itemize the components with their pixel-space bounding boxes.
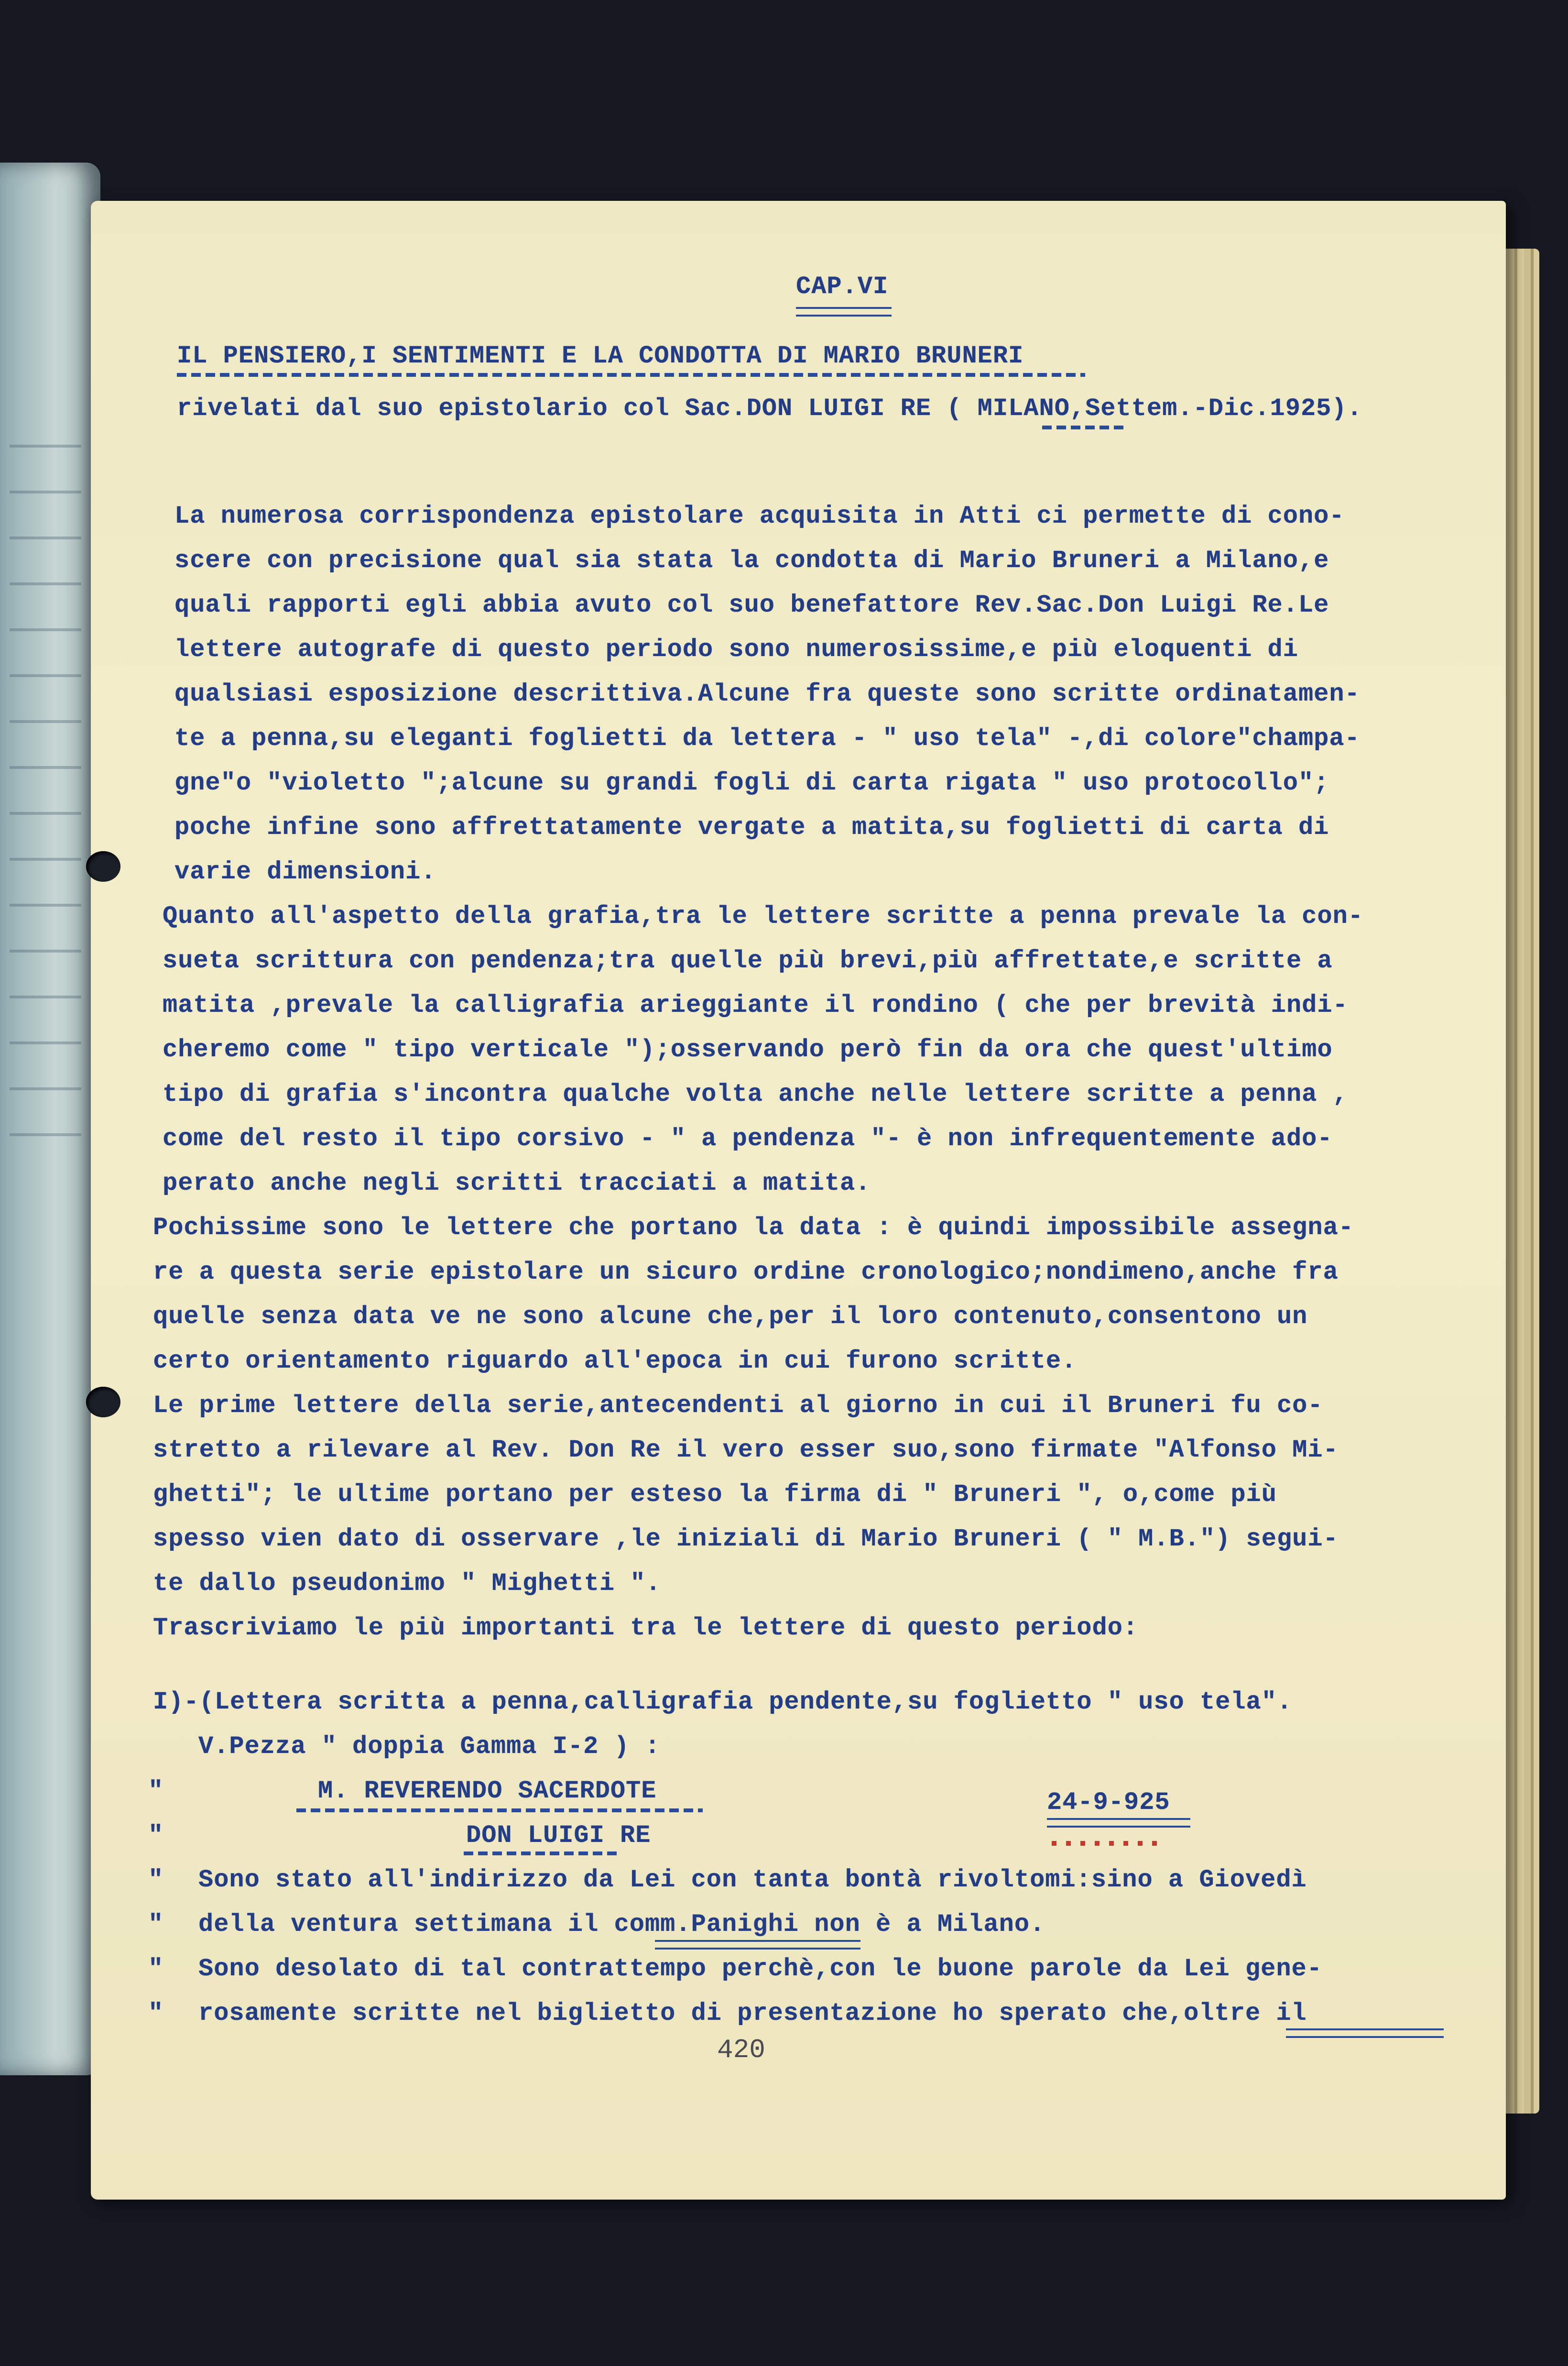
salutation-underline: [296, 1808, 703, 1812]
subtitle: rivelati dal suo epistolario col Sac.DON LUIGI RE ( MILANO,Settem.-Dic.1925).: [177, 394, 1362, 423]
body-line: cheremo come " tipo verticale ");osservando però fin da ora che quest'ultimo: [163, 1036, 1333, 1064]
body-line: Trascriviamo le più importanti tra le lettere di questo periodo:: [153, 1614, 1139, 1642]
body-line: Quanto all'aspetto della grafia,tra le lettere scritte a penna prevale la con-: [163, 902, 1363, 931]
body-line: varie dimensioni.: [174, 858, 436, 886]
body-line: stretto a rilevare al Rev. Don Re il vero esser suo,sono firmate "Alfonso Mi-: [153, 1436, 1339, 1464]
salutation-underline: [464, 1851, 621, 1855]
letter-line: rosamente scritte nel biglietto di presentazione ho sperato che,oltre il: [198, 1999, 1307, 2027]
quote-mark: ": [148, 1910, 164, 1939]
body-line: come del resto il tipo corsivo - " a pendenza "- è non infrequentemente ado-: [163, 1125, 1333, 1153]
body-line: sueta scrittura con pendenza;tra quelle più brevi,più affrettate,e scritte a: [163, 947, 1333, 975]
letter-line: Sono desolato di tal contrattempo perchè,con le buone parole da Lei gene-: [198, 1955, 1322, 1983]
quote-mark: ": [148, 1821, 164, 1850]
body-line: lettere autografe di questo periodo sono numerosissime,e più eloquenti di: [174, 635, 1298, 664]
left-page-edge: [0, 163, 100, 2075]
body-line: Pochissime sono le lettere che portano la data : è quindi impossibile assegna-: [153, 1214, 1354, 1242]
name-underline: [655, 1940, 860, 1950]
body-line: re a questa serie epistolare un sicuro ordine cronologico;nondimeno,anche fra: [153, 1258, 1339, 1286]
body-line: te dallo pseudonimo " Mighetti ".: [153, 1569, 661, 1598]
subtitle-underline: [1042, 426, 1128, 429]
body-line: tipo di grafia s'incontra qualche volta anche nelle lettere scritte a penna ,: [163, 1080, 1348, 1108]
body-line: quali rapporti egli abbia avuto col suo benefattore Rev.Sac.Don Luigi Re.Le: [174, 591, 1329, 619]
body-line: V.Pezza " doppia Gamma I-2 ) :: [198, 1732, 661, 1761]
letter-line: della ventura settimana il comm.Panighi non è a Milano.: [198, 1910, 1045, 1939]
red-pencil-marks: [1052, 1841, 1166, 1846]
quote-mark: ": [148, 1955, 164, 1983]
body-line: qualsiasi esposizione descrittiva.Alcune fra queste sono scritte ordinatamen-: [174, 680, 1360, 708]
quote-mark: ": [148, 1866, 164, 1894]
salutation-line: DON LUIGI RE: [466, 1821, 651, 1850]
body-line: ghetti"; le ultime portano per esteso la firma di " Bruneri ", o,come più: [153, 1480, 1277, 1509]
body-line: Le prime lettere della serie,antecendenti al giorno in cui il Bruneri fu co-: [153, 1391, 1323, 1420]
quote-mark: ": [148, 1999, 164, 2027]
body-line: I)-(Lettera scritta a penna,calligrafia pendente,su foglietto " uso tela".: [153, 1688, 1293, 1716]
chapter-underline: [796, 307, 892, 317]
typewritten-page: [91, 201, 1506, 2200]
binder-hole: [86, 851, 120, 882]
body-line: matita ,prevale la calligrafia arieggiante il rondino ( che per brevità indi-: [163, 991, 1348, 1019]
body-line: certo orientamento riguardo all'epoca in cui furono scritte.: [153, 1347, 1077, 1375]
left-page-faint-text: [10, 402, 81, 1167]
body-line: quelle senza data ve ne sono alcune che,per il loro contenuto,consentono un: [153, 1303, 1308, 1331]
body-line: perato anche negli scritti tracciati a matita.: [163, 1169, 871, 1197]
date-underline: [1047, 1818, 1190, 1828]
body-line: spesso vien dato di osservare ,le iniziali di Mario Bruneri ( " M.B.") segui-: [153, 1525, 1339, 1553]
salutation-line: M. REVERENDO SACERDOTE: [318, 1777, 657, 1805]
text-underline: [1286, 2028, 1444, 2038]
body-line: te a penna,su eleganti foglietti da lettera - " uso tela" -,di colore"champa-: [174, 724, 1360, 753]
body-line: gne"o "violetto ";alcune su grandi fogli di carta rigata " uso protocollo";: [174, 769, 1329, 797]
title-underline: [177, 373, 1085, 377]
page-number: 420: [717, 2035, 765, 2065]
body-line: La numerosa corrispondenza epistolare acquisita in Atti ci permette di cono-: [174, 502, 1345, 530]
body-line: poche infine sono affrettatamente vergate a matita,su foglietti di carta di: [174, 813, 1329, 842]
binder-hole: [86, 1387, 120, 1417]
title: IL PENSIERO,I SENTIMENTI E LA CONDOTTA DI MARIO BRUNERI: [177, 342, 1024, 370]
body-line: scere con precisione qual sia stata la condotta di Mario Bruneri a Milano,e: [174, 547, 1329, 575]
quote-mark: ": [148, 1777, 164, 1805]
chapter-heading: CAP.VI: [796, 273, 889, 301]
letter-date: 24-9-925: [1047, 1788, 1170, 1817]
letter-line: Sono stato all'indirizzo da Lei con tanta bontà rivoltomi:sino a Giovedì: [198, 1866, 1307, 1894]
